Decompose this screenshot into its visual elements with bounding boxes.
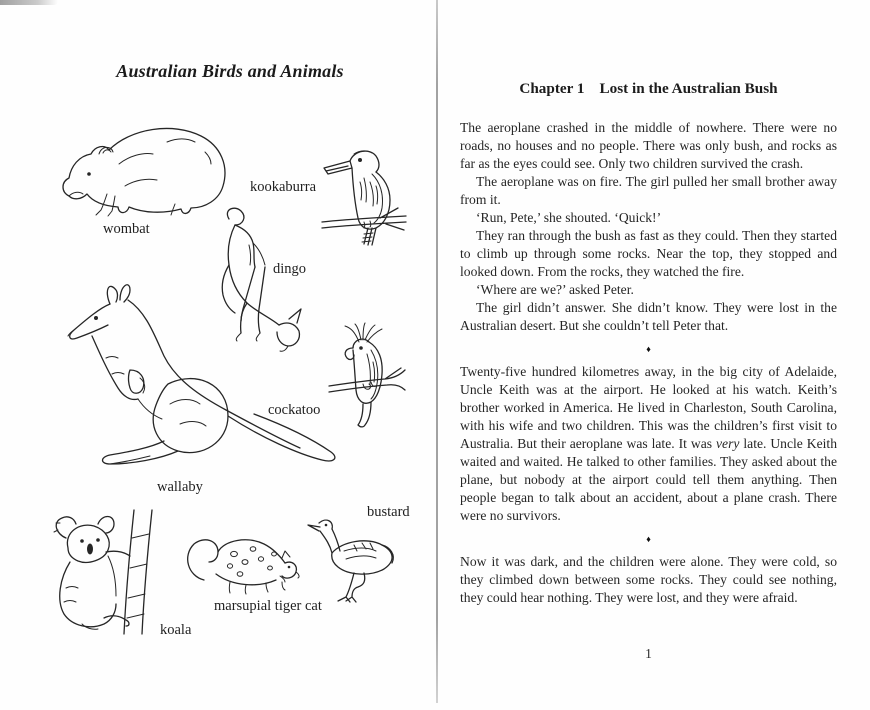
wombat-label: wombat — [103, 221, 150, 237]
bustard-label: bustard — [367, 504, 410, 520]
paragraph-girl-didnt-answer: The girl didn’t answer. She didn’t know. They were lost in the Australian desert. But she couldn’t tell Peter that. — [460, 300, 837, 333]
chapter-heading — [460, 80, 837, 98]
marsupial-tiger-cat-label: marsupial tiger cat — [214, 598, 322, 614]
kookaburra-illustration — [320, 138, 408, 248]
adelaide-text-before: Twenty-five hundred kilometres away, in the big city of Adelaide, Uncle Keith was at the airport. He looked at his watch. Keith’s brother worked in America. He lived in Charleston, South Carolina, with his wife and two children. This was the children’s first visit to Australia. But their aeroplane was late. It was — [460, 364, 837, 451]
left-page-title: Australian Birds and Animals — [116, 61, 344, 81]
paragraph-fire: The aeroplane was on fire. The girl pulled her small brother away from it. — [460, 174, 837, 207]
page-number: 1 — [645, 646, 652, 661]
diamond-separator-2: ♦ — [646, 534, 651, 544]
chapter-title: Lost in the Australian Bush — [599, 80, 778, 97]
paragraph-run-pete: ‘Run, Pete,’ she shouted. ‘Quick!’ — [476, 210, 662, 225]
wallaby-illustration — [50, 278, 345, 483]
bustard-illustration — [306, 513, 398, 605]
dingo-label: dingo — [273, 261, 307, 277]
koala-illustration — [52, 508, 170, 636]
chapter-number: Chapter 1 — [519, 80, 585, 97]
diamond-separator-1: ♦ — [646, 344, 651, 354]
adelaide-italic-word: very — [716, 436, 740, 451]
paragraph-where-are-we: ‘Where are we?’ asked Peter. — [476, 282, 634, 297]
koala-label: koala — [160, 622, 192, 638]
page-gutter-line — [436, 0, 438, 703]
wallaby-label: wallaby — [157, 479, 203, 495]
scan-smudge — [0, 0, 58, 5]
adelaide-text-after: late. Uncle Keith waited and waited. He talked to other families. They asked about the plane, but nobody at the airport could tell them anything. Then people began to talk about an accident, about a plane crash. There were no survivors. — [460, 436, 838, 523]
chapter-body — [460, 119, 837, 607]
marsupial-tiger-cat-illustration — [182, 532, 300, 598]
kookaburra-label: kookaburra — [250, 179, 317, 195]
paragraph-crash: The aeroplane crashed in the middle of nowhere. There were no roads, no houses and no people. There was only bush, and rocks as far as the eyes could see. Only two children survived the crash. — [460, 120, 837, 171]
cockatoo-label: cockatoo — [268, 402, 321, 418]
paragraph-night: Now it was dark, and the children were alone. They were cold, so they climbed down between some rocks. They could see nothing, they could hear nothing. They were lost, and they were afraid. — [460, 554, 837, 605]
paragraph-adelaide — [460, 363, 837, 525]
paragraph-ran-through-bush: They ran through the bush as fast as they could. Then they started to climb up through some rocks. Near the top, they stopped and looked down. From the rocks, they watched the fire. — [460, 228, 837, 279]
